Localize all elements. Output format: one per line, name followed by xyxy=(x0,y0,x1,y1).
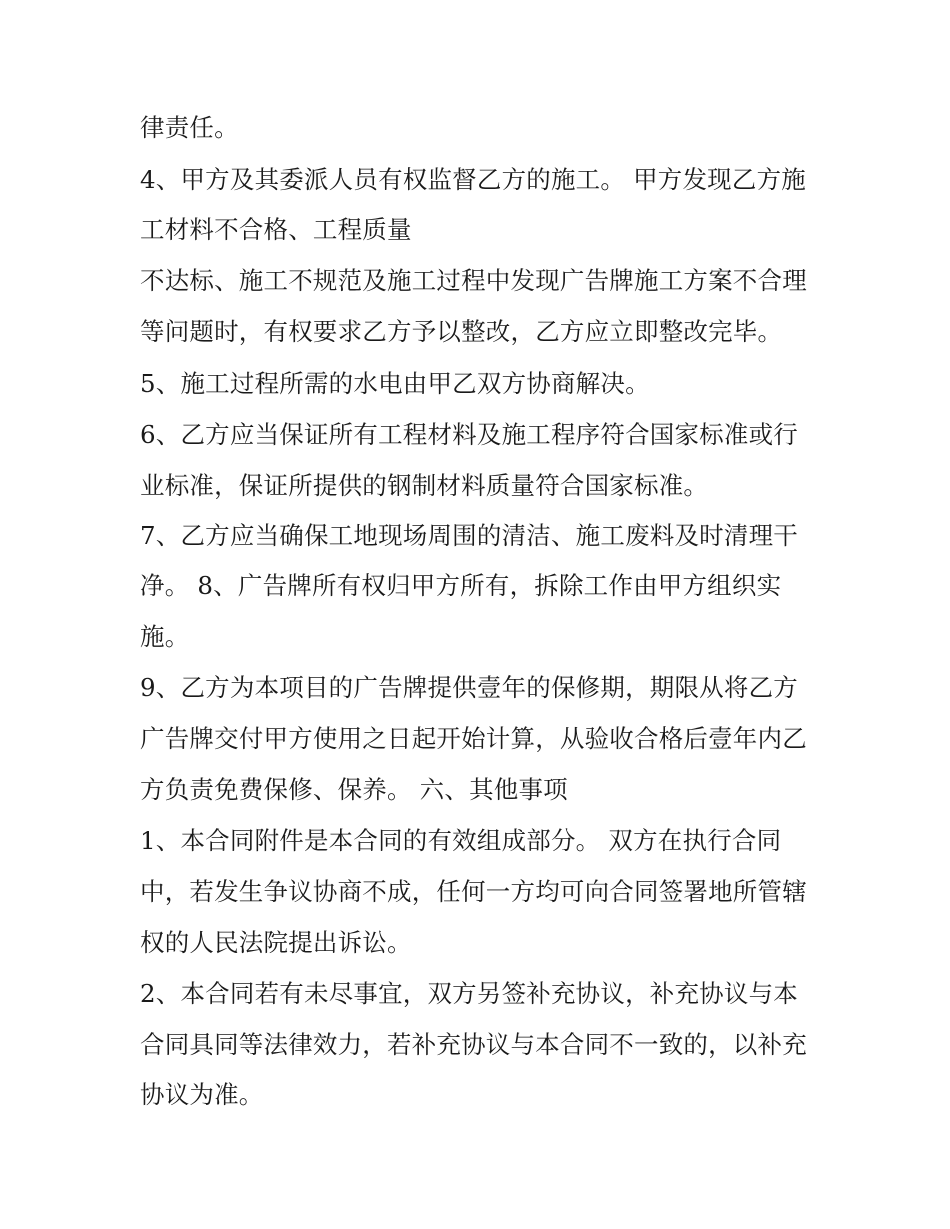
text-line: 不达标、施工不规范及施工过程中发现广告牌施工方案不合理 xyxy=(140,266,807,295)
text-line: 净。 8、广告牌所有权归甲方所有，拆除工作由甲方组织实 xyxy=(140,571,782,600)
text-line: 6、乙方应当保证所有工程材料及施工程序符合国家标准或行 xyxy=(140,420,798,449)
text-line: 协议为准。 xyxy=(140,1080,264,1109)
text-line: 工材料不合格、工程质量 xyxy=(140,215,412,244)
text-line: 广告牌交付甲方使用之日起开始计算，从验收合格后壹年内乙 xyxy=(140,724,807,753)
text-line: 5、施工过程所需的水电由甲乙双方协商解决。 xyxy=(140,369,650,398)
text-line: 4、甲方及其委派人员有权监督乙方的施工。 甲方发现乙方施 xyxy=(140,165,806,194)
text-line: 律责任。 xyxy=(140,113,239,142)
text-line: 权的人民法院提出诉讼。 xyxy=(140,928,412,957)
text-line: 1、本合同附件是本合同的有效组成部分。 双方在执行合同 xyxy=(140,826,782,855)
text-line: 9、乙方为本项目的广告牌提供壹年的保修期，期限从将乙方 xyxy=(140,673,798,702)
text-line: 合同具同等法律效力，若补充协议与本合同不一致的，以补充 xyxy=(140,1030,807,1059)
text-line: 7、乙方应当确保工地现场周围的清洁、施工废料及时清理干 xyxy=(140,521,798,550)
text-line: 2、本合同若有未尽事宜，双方另签补充协议，补充协议与本 xyxy=(140,979,798,1008)
text-line: 等问题时，有权要求乙方予以整改，乙方应立即整改完毕。 xyxy=(140,317,783,346)
text-line: 方负责免费保修、保养。 六、其他事项 xyxy=(140,775,568,804)
text-line: 中，若发生争议协商不成，任何一方均可向合同签署地所管辖 xyxy=(140,877,807,906)
text-line: 施。 xyxy=(140,622,190,651)
text-line: 业标准，保证所提供的钢制材料质量符合国家标准。 xyxy=(140,471,709,500)
